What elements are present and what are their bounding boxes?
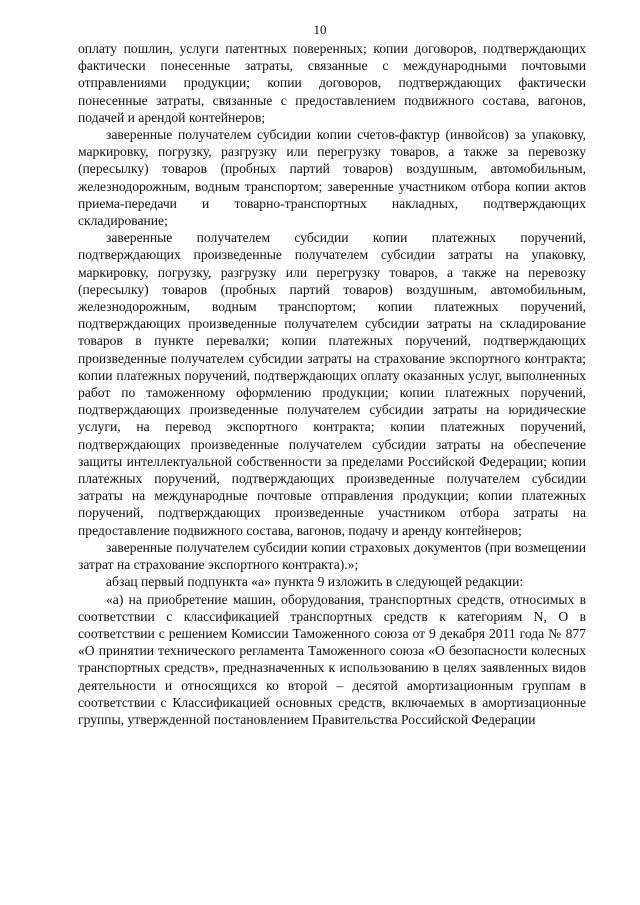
page-number: 10 [313,22,327,37]
paragraph: заверенные получателем субсидии копии платежных поручений, подтверждающих произведенные получателем субсидии затраты на упаковку, маркировку, погрузку, разгрузку или перегрузку товаров, а также на перевозку (пересылку) товаров (пробных партий товаров) воздушным, автомобильным, железнодорожным, водным транспортом; копии платежных поручений, подтверждающих произведенные получателем субсидии затраты на складирование товаров в пункте перевалки; копии платежных поручений, подтверждающих произведенные получателем субсидии затраты на страхование экспортного контракта; копии платежных поручений, подтверждающих оплату оказанных услуг, выполненных работ по таможенному оформлению продукции; копии платежных поручений, подтверждающих произведенные получателем субсидии затраты на юридические услуги, на перевод экспортного контракта; копии платежных поручений, подтверждающих произведенные получателем субсидии затраты на обеспечение защиты интеллектуальной собственности за пределами Российской Федерации; копии платежных поручений, подтверждающих произведенные получателем субсидии затраты на международные почтовые отправления продукции; копии платежных поручений, подтверждающих произведенные участником отбора затраты на предоставление подвижного состава, вагонов, подачу и аренду контейнеров; [78,230,586,538]
paragraph: заверенные получателем субсидии копии счетов-фактур (инвойсов) за упаковку, маркировку, погрузку, разгрузку или перегрузку товаров, а также за перевозку (пересылку) товаров (пробных партий товаров) воздушным, автомобильным, железнодорожным, водным транспортом; заверенные участником отбора копии актов приема-передачи и товарно-транспортных накладных, подтверждающих складирование; [78,127,586,229]
paragraph: оплату пошлин, услуги патентных поверенных; копии договоров, подтверждающих фактически понесенные затраты, связанные с международными почтовыми отправлениями продукции; копии договоров, подтверждающих фактически понесенные затраты, связанные с предоставлением подвижного состава, вагонов, подачей и арендой контейнеров; [78,41,586,125]
paragraph: «а) на приобретение машин, оборудования, транспортных средств, относимых в соответствии с классификацией транспортных средств к категориям N, O в соответствии с решением Комиссии Таможенного союза от 9 декабря 2011 года № 877 «О принятии технического регламента Таможенного союза «О безопасности колесных транспортных средств», предназначенных к использованию в целях заявленных видов деятельности и относящихся ко второй – десятой амортизационным группам в соответствии с Классификацией основных средств, включаемых в амортизационные группы, утвержденной постановлением Правительства Российской Федерации [78,591,586,727]
paragraph: абзац первый подпункта «а» пункта 9 изложить в следующей редакции: [106,574,524,590]
document-body [78,40,586,728]
paragraph: заверенные получателем субсидии копии страховых документов (при возмещении затрат на страхование экспортного контракта).»; [78,539,586,573]
